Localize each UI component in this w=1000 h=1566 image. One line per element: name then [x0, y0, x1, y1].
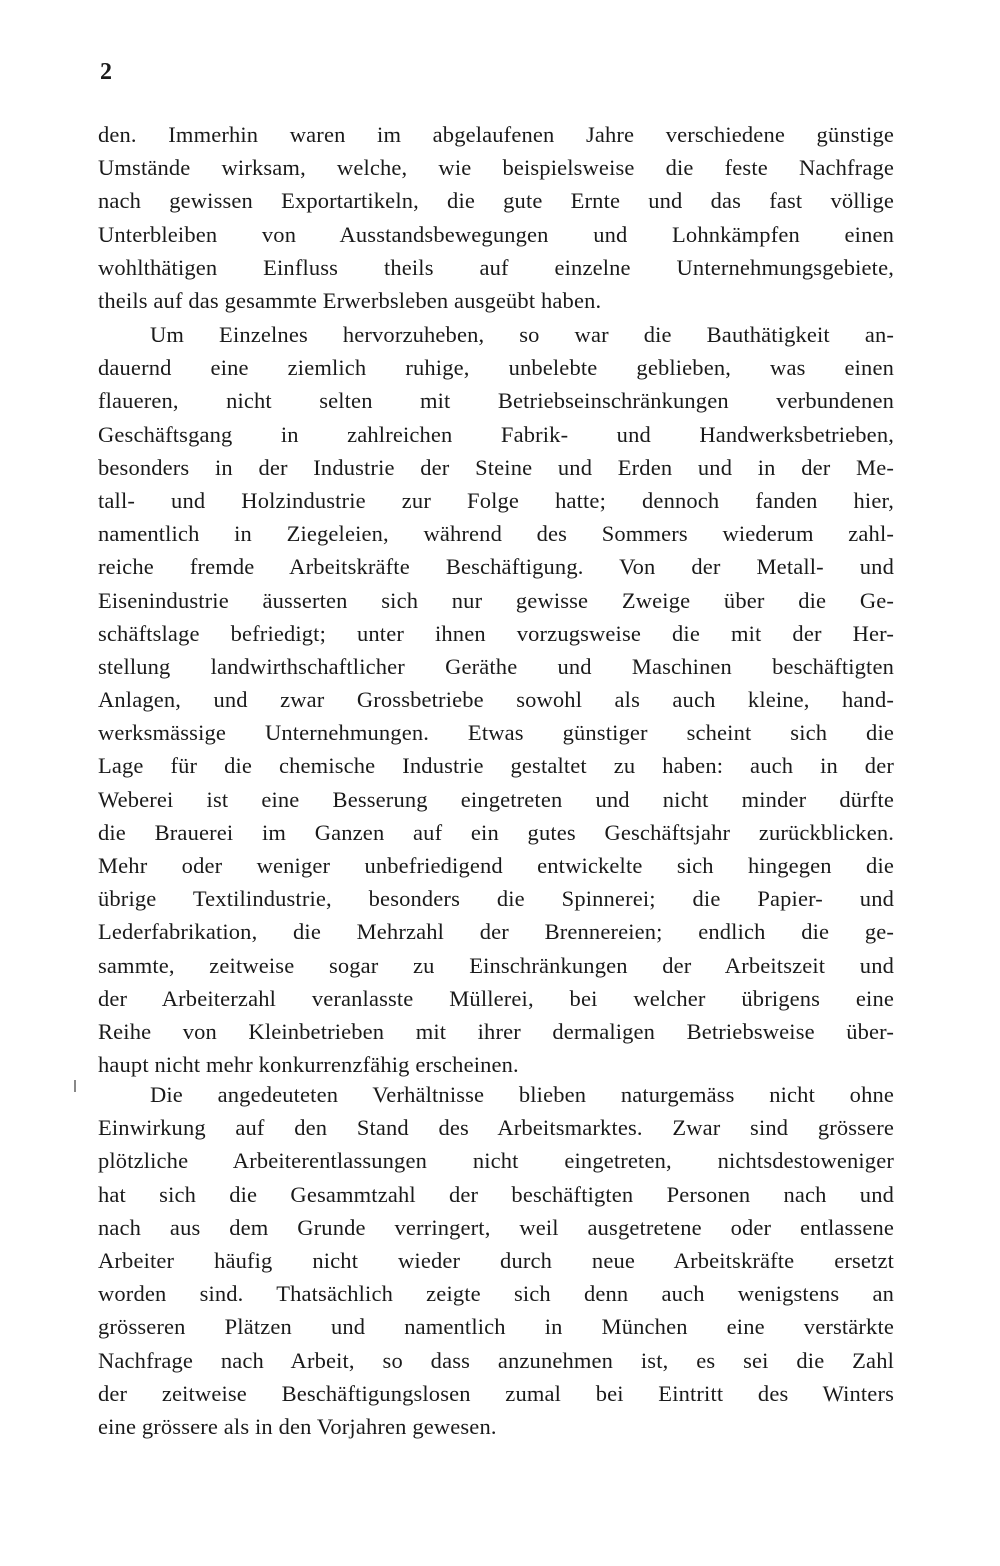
text-line: Weberei ist eine Besserung eingetreten und nicht minder dürfte: [98, 786, 894, 812]
text-line: nach gewissen Exportartikeln, die gute Ernte und das fast völlige: [98, 188, 894, 214]
text-line: Unterbleiben von Ausstandsbewegungen und Lohnkämpfen einen: [98, 221, 894, 247]
text-line: Umstände wirksam, welche, wie beispielsweise die feste Nachfrage: [98, 155, 894, 181]
text-line: stellung landwirthschaftlicher Geräthe und Maschinen beschäftigten: [98, 653, 894, 679]
text-line: grösseren Plätzen und namentlich in München eine verstärkte: [98, 1314, 894, 1340]
text-line: Anlagen, und zwar Grossbetriebe sowohl als auch kleine, hand-: [98, 687, 894, 713]
text-line: Lage für die chemische Industrie gestaltet zu haben: auch in der: [98, 753, 894, 779]
text-line: plötzliche Arbeiterentlassungen nicht eingetreten, nichtsdestoweniger: [98, 1148, 894, 1174]
text-line: Nachfrage nach Arbeit, so dass anzunehmen ist, es sei die Zahl: [98, 1347, 894, 1373]
text-line: den. Immerhin waren im abgelaufenen Jahre verschiedene günstige: [98, 122, 894, 147]
text-line: übrige Textilindustrie, besonders die Spinnerei; die Papier- und: [98, 886, 894, 912]
text-line: werksmässige Unternehmungen. Etwas günstiger scheint sich die: [98, 720, 894, 746]
text-line: hat sich die Gesammtzahl der beschäftigten Personen nach und: [98, 1181, 894, 1207]
text-line: wohlthätigen Einfluss theils auf einzelne Unternehmungsgebiete,: [98, 254, 894, 280]
text-line: namentlich in Ziegeleien, während des Sommers wiederum zahl-: [98, 521, 894, 547]
text-line: haupt nicht mehr konkurrenzfähig erscheinen.: [98, 1052, 519, 1078]
text-line: der Arbeiterzahl veranlasste Müllerei, bei welcher übrigens eine: [98, 985, 894, 1011]
text-line: flaueren, nicht selten mit Betriebseinschränkungen verbundenen: [98, 388, 894, 414]
text-line: Reihe von Kleinbetrieben mit ihrer dermaligen Betriebsweise über-: [98, 1018, 894, 1044]
text-line: besonders in der Industrie der Steine und Erden und in der Me-: [98, 454, 894, 480]
text-line: Eisenindustrie äusserten sich nur gewisse Zweige über die Ge-: [98, 587, 894, 613]
text-line: reiche fremde Arbeitskräfte Beschäftigung. Von der Metall- und: [98, 554, 894, 580]
text-line: Die angedeuteten Verhältnisse blieben naturgemäss nicht ohne: [150, 1082, 894, 1107]
text-line: dauernd eine ziemlich ruhige, unbelebte geblieben, was einen: [98, 355, 894, 381]
text-line: worden sind. Thatsächlich zeigte sich denn auch wenigstens an: [98, 1281, 894, 1307]
text-line: Arbeiter häufig nicht wieder durch neue Arbeitskräfte ersetzt: [98, 1247, 894, 1273]
text-line: Geschäftsgang in zahlreichen Fabrik- und Handwerksbetrieben,: [98, 421, 894, 447]
text-line: Einwirkung auf den Stand des Arbeitsmarktes. Zwar sind grössere: [98, 1115, 894, 1141]
text-line: eine grössere als in den Vorjahren gewesen.: [98, 1413, 497, 1439]
text-line: schäftslage befriedigt; unter ihnen vorzugsweise die mit der Her-: [98, 620, 894, 646]
text-line: sammte, zeitweise sogar zu Einschränkungen der Arbeitszeit und: [98, 952, 894, 978]
paragraph-1: [98, 118, 894, 317]
text-line: tall- und Holzindustrie zur Folge hatte; dennoch fanden hier,: [98, 487, 894, 513]
text-line: Lederfabrikation, die Mehrzahl der Brennereien; endlich die ge-: [98, 919, 894, 945]
text-line: nach aus dem Grunde verringert, weil ausgetretene oder entlassene: [98, 1214, 894, 1240]
text-line: Mehr oder weniger unbefriedigend entwickelte sich hingegen die: [98, 853, 894, 878]
text-line: theils auf das gesammte Erwerbsleben ausgeübt haben.: [98, 287, 602, 313]
paragraph-2: [98, 318, 894, 1081]
text-line: die Brauerei im Ganzen auf ein gutes Geschäftsjahr zurückblicken.: [98, 819, 894, 845]
paragraph-3: [98, 1078, 894, 1443]
text-line: Um Einzelnes hervorzuheben, so war die Bauthätigkeit an-: [150, 322, 894, 347]
margin-mark: [74, 1080, 76, 1092]
page-number: 2: [100, 59, 112, 85]
text-line: der zeitweise Beschäftigungslosen zumal bei Eintritt des Winters: [98, 1380, 894, 1406]
